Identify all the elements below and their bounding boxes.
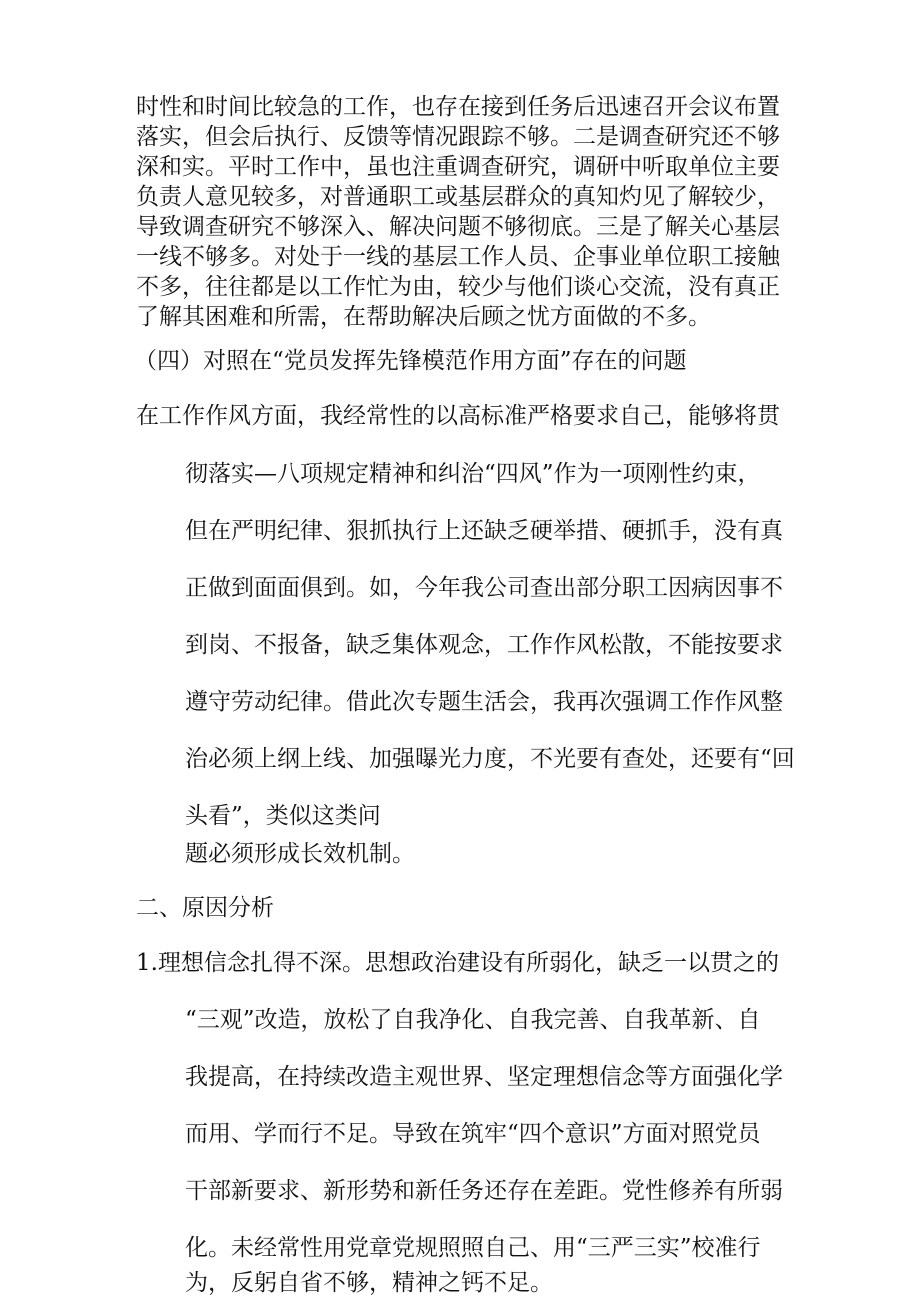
paragraph-3-line: 而用、学而行不足。导致在筑牢“四个意识”方面对照党员 <box>185 1121 761 1147</box>
paragraph-3-line: 我提高，在持续改造主观世界、坚定理想信念等方面强化学 <box>185 1064 783 1090</box>
paragraph-3-line: “三观”改造，放松了自我净化、自我完善、自我革新、自 <box>185 1007 761 1033</box>
paragraph-2-line: 遵守劳动纪律。借此次专题生活会，我再次强调工作作风整 <box>185 689 783 715</box>
paragraph-1-line: 时性和时间比较急的工作，也存在接到任务后迅速召开会议布置 <box>136 94 780 120</box>
paragraph-2-line: 治必须上纲上线、加强曝光力度，不光要有查处，还要有“回 <box>185 746 795 772</box>
section-4-heading: （四）对照在“党员发挥先锋模范作用方面”存在的问题 <box>134 348 687 374</box>
paragraph-1-line: 落实，但会后执行、反馈等情况跟踪不够。二是调查研究还不够 <box>136 124 780 150</box>
paragraph-2-line: 正做到面面俱到。如，今年我公司查出部分职工因病因事不 <box>185 575 783 601</box>
paragraph-2-line: 题必须形成长效机制。 <box>185 841 415 867</box>
paragraph-2-line: 到岗、不报备，缺乏集体观念，工作作风松散，不能按要求 <box>185 632 783 658</box>
paragraph-2-line: 头看”，类似这类问 <box>185 803 381 829</box>
paragraph-1-line: 负责人意见较多，对普通职工或基层群众的真知灼见了解较少， <box>136 184 780 210</box>
paragraph-3-line: 1.理想信念扎得不深。思想政治建设有所弱化，缺乏一以贯之的 <box>136 950 779 976</box>
paragraph-3-line: 干部新要求、新形势和新任务还存在差距。党性修养有所弱 <box>185 1178 783 1204</box>
paragraph-2-line: 在工作作风方面，我经常性的以高标准严格要求自己，能够将贯 <box>136 403 780 429</box>
paragraph-1-line: 不多，往往都是以工作忙为由，较少与他们谈心交流，没有真正 <box>136 274 780 300</box>
paragraph-1-line: 深和实。平时工作中，虽也注重调查研究，调研中听取单位主要 <box>136 154 780 180</box>
section-2-heading: 二、原因分析 <box>136 895 274 921</box>
paragraph-1-line: 了解其困难和所需，在帮助解决后顾之忧方面做的不多。 <box>136 304 711 330</box>
paragraph-2-line: 彻落实—八项规定精神和纠治“四风”作为一项刚性约束， <box>185 461 761 487</box>
paragraph-1-line: 一线不够多。对处于一线的基层工作人员、企事业单位职工接触 <box>136 244 780 270</box>
paragraph-2-line: 但在严明纪律、狠抓执行上还缺乏硬举措、硬抓手，没有真 <box>185 518 783 544</box>
paragraph-3-line: 为，反躬自省不够，精神之钙不足。 <box>185 1270 553 1296</box>
paragraph-1-line: 导致调查研究不够深入、解决问题不够彻底。三是了解关心基层 <box>136 214 780 240</box>
paragraph-3-line: 化。未经常性用党章党规照照自己、用“三严三实”校准行 <box>185 1235 761 1261</box>
